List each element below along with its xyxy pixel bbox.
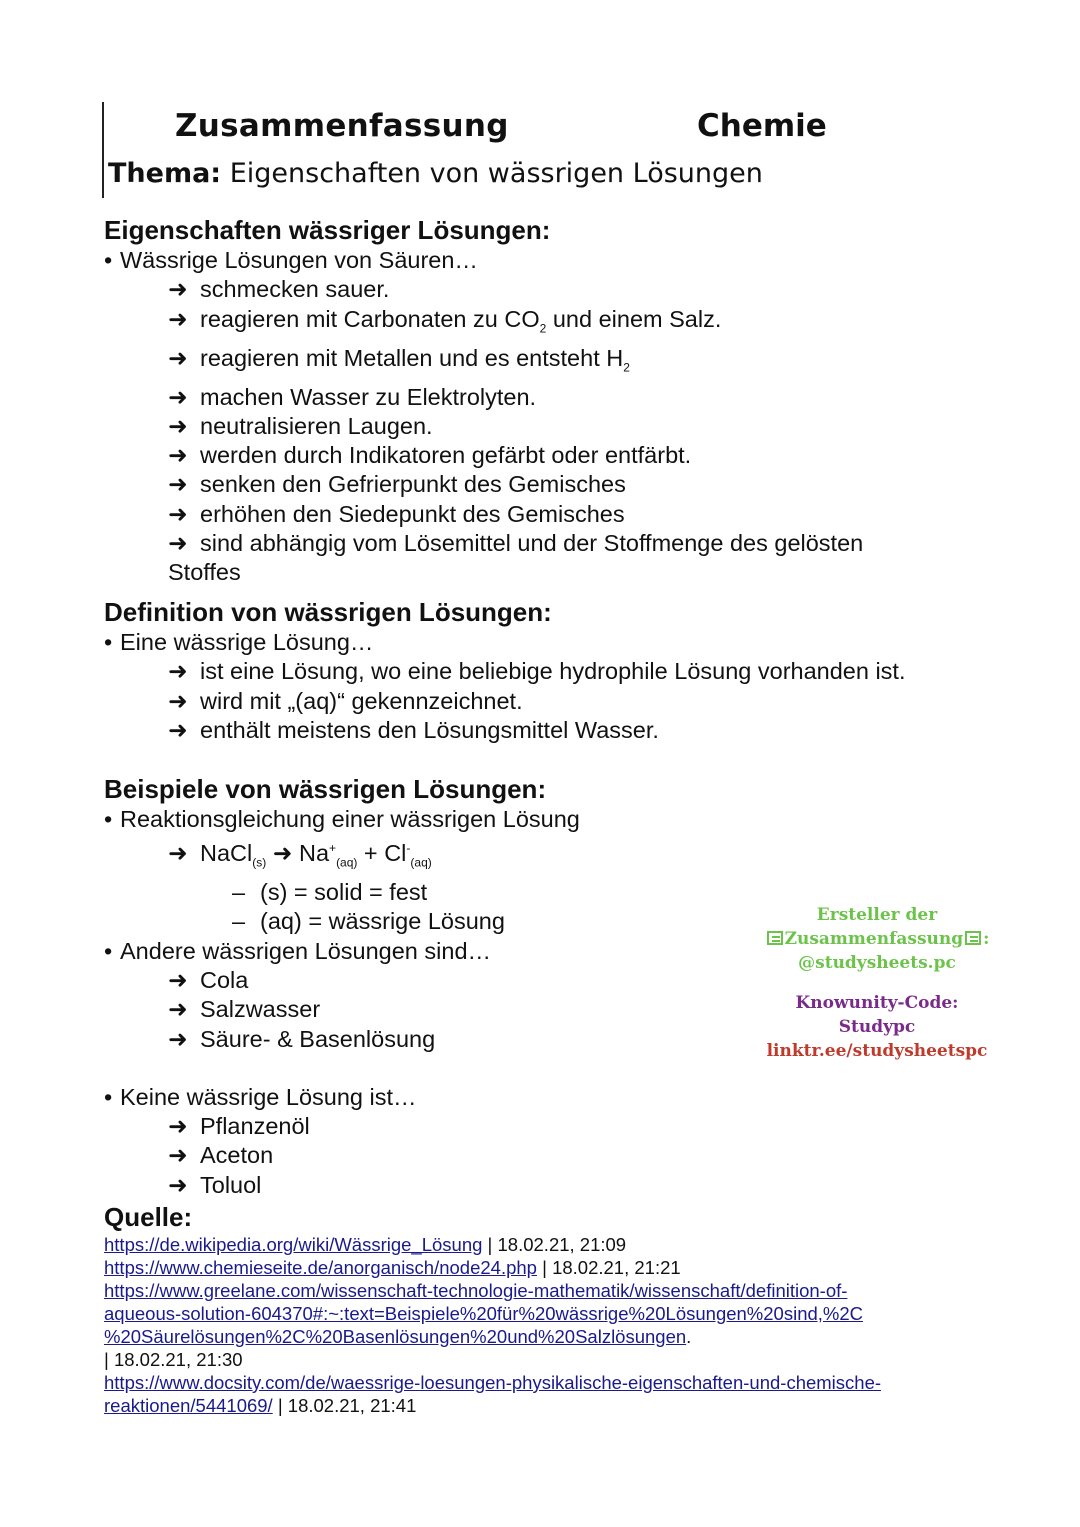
dash-item: – (s) = solid = fest <box>232 879 428 906</box>
subject-title: Chemie <box>697 108 827 144</box>
bullet-item: • Keine wässrige Lösung ist… <box>104 1083 417 1110</box>
section-heading: Eigenschaften wässriger Lösungen: <box>104 215 551 245</box>
section-examples <box>104 773 580 1200</box>
list-item: ➜ senken den Gefrierpunkt des Gemisches <box>104 470 863 499</box>
list-item: ➜ Säure- & Basenlösung <box>104 1025 580 1054</box>
arrow-right-icon: ➜ <box>168 840 188 867</box>
credit-line: Knowunity-Code: <box>795 993 959 1013</box>
arrow-right-icon: ➜ <box>168 530 188 557</box>
list-item: ➜ reagieren mit Metallen und es entsteht $H_2$ <box>168 344 630 375</box>
arrow-right-icon: ➜ <box>168 344 188 371</box>
section-heading: Definition von wässrigen Lösungen: <box>104 597 552 627</box>
credit-code: Studypc <box>838 1017 916 1037</box>
section-definition <box>104 596 906 745</box>
source-entry <box>104 1279 1004 1302</box>
arrow-right-icon: ➜ <box>168 1142 188 1169</box>
list-item: ➜ wird mit „(aq)“ gekennzeichnet. <box>104 687 906 716</box>
reaction-equation: ➜ NaCl$_{(s)}$ ➜ $Na^+_{(aq)} + Cl^-_{(aq)}$ <box>168 840 432 870</box>
list-item: ➜ ist eine Lösung, wo eine beliebige hydrophile Lösung vorhanden ist. <box>104 657 906 686</box>
source-entry: %20Säurelösungen%2C%20Basenlösungen%20und%20Salzlösungen. <box>104 1326 692 1347</box>
arrow-right-icon: ➜ <box>168 1025 188 1052</box>
list-item: ➜ sind abhängig vom Lösemittel und der Stoffmenge des gelösten <box>104 529 863 558</box>
list-item: ➜ Aceton <box>104 1141 580 1170</box>
list-item: ➜ Salzwasser <box>104 995 580 1024</box>
source-link[interactable]: %20Säurelösungen%2C%20Basenlösungen%20und%20Salzlösungen <box>104 1326 687 1347</box>
section-properties <box>104 214 863 588</box>
source-entry: reaktionen/5441069/ | 18.02.21, 21:41 <box>104 1395 417 1416</box>
credit-handle: @studysheets.pc <box>798 953 956 973</box>
arrow-right-icon: ➜ <box>168 305 188 332</box>
arrow-right-icon: ➜ <box>168 1171 188 1198</box>
credit-line: Ersteller der <box>816 905 938 925</box>
list-item: ➜ Cola <box>104 966 580 995</box>
source-entry: https://www.chemieseite.de/anorganisch/node24.php | 18.02.21, 21:21 <box>104 1257 681 1278</box>
memo-icon <box>965 931 981 945</box>
sources-heading: Quelle: <box>104 1202 193 1232</box>
margin-bar <box>102 102 104 198</box>
sources-list <box>104 1233 1004 1417</box>
source-link[interactable]: https://www.docsity.com/de/waessrige-loesungen-physikalische-eigenschaften-und-chemische- <box>104 1372 882 1393</box>
creator-credit <box>752 903 1002 1063</box>
memo-icon <box>767 931 783 945</box>
bullet-item: • Eine wässrige Lösung… <box>104 629 374 655</box>
list-item: ➜ enthält meistens den Lösungsmittel Wasser. <box>104 716 906 745</box>
credit-link: linktr.ee/studysheetspc <box>766 1041 988 1061</box>
arrow-right-icon: ➜ <box>168 412 188 439</box>
arrow-right-icon: ➜ <box>168 276 188 303</box>
source-date: | 18.02.21, 21:30 <box>104 1349 243 1370</box>
bullet-item: • Andere wässrigen Lösungen sind… <box>104 937 492 964</box>
arrow-right-icon: ➜ <box>168 442 188 469</box>
bullet-item: • Wässrige Lösungen von Säuren… <box>104 247 478 273</box>
list-item: ➜ Toluol <box>104 1171 580 1200</box>
credit-line: Zusammenfassung : <box>752 927 1002 951</box>
arrow-right-icon: ➜ <box>272 840 293 867</box>
bullet-item: • Reaktionsgleichung einer wässrigen Lösung <box>104 806 580 832</box>
source-entry: https://de.wikipedia.org/wiki/Wässrige_Lösung | 18.02.21, 21:09 <box>104 1234 627 1255</box>
arrow-right-icon: ➜ <box>168 500 188 527</box>
arrow-right-icon: ➜ <box>168 967 188 993</box>
list-item: ➜ werden durch Indikatoren gefärbt oder entfärbt. <box>104 441 863 470</box>
source-entry <box>104 1302 1004 1325</box>
list-item: ➜ machen Wasser zu Elektrolyten. <box>104 383 863 412</box>
arrow-right-icon: ➜ <box>168 383 188 410</box>
list-item: ➜ reagieren mit Carbonaten zu $CO_2$ und einem Salz. <box>168 305 722 336</box>
source-link[interactable]: reaktionen/5441069/ <box>104 1395 273 1416</box>
arrow-right-icon: ➜ <box>168 716 188 743</box>
source-link[interactable]: https://de.wikipedia.org/wiki/Wässrige_Lösung <box>104 1234 483 1255</box>
dash-item: – (aq) = wässrige Lösung <box>232 908 505 935</box>
list-item: ➜ schmecken sauer. <box>104 275 863 304</box>
arrow-right-icon: ➜ <box>168 471 188 498</box>
arrow-right-icon: ➜ <box>168 1113 188 1140</box>
topic-value: Eigenschaften von wässrigen Lösungen <box>229 158 763 189</box>
arrow-right-icon: ➜ <box>168 996 188 1023</box>
list-item-continuation: Stoffes <box>168 559 241 586</box>
topic-label: Thema: <box>108 158 222 189</box>
list-item: ➜ neutralisieren Laugen. <box>104 412 863 441</box>
source-link[interactable]: aqueous-solution-604370#:~:text=Beispiele%20für%20wässrige%20Lösungen%20sind,%2C <box>104 1303 864 1324</box>
source-link[interactable]: https://www.chemieseite.de/anorganisch/node24.php <box>104 1257 537 1278</box>
section-heading: Beispiele von wässrigen Lösungen: <box>104 774 547 804</box>
source-entry <box>104 1371 1004 1394</box>
page-title: Zusammenfassung <box>175 108 509 144</box>
list-item: ➜ Pflanzenöl <box>104 1112 580 1141</box>
source-link[interactable]: https://www.greelane.com/wissenschaft-technologie-mathematik/wissenschaft/definition-of- <box>104 1280 848 1301</box>
topic-line <box>108 158 763 189</box>
arrow-right-icon: ➜ <box>168 687 188 714</box>
list-item: ➜ erhöhen den Siedepunkt des Gemisches <box>104 500 863 529</box>
arrow-right-icon: ➜ <box>168 658 188 685</box>
